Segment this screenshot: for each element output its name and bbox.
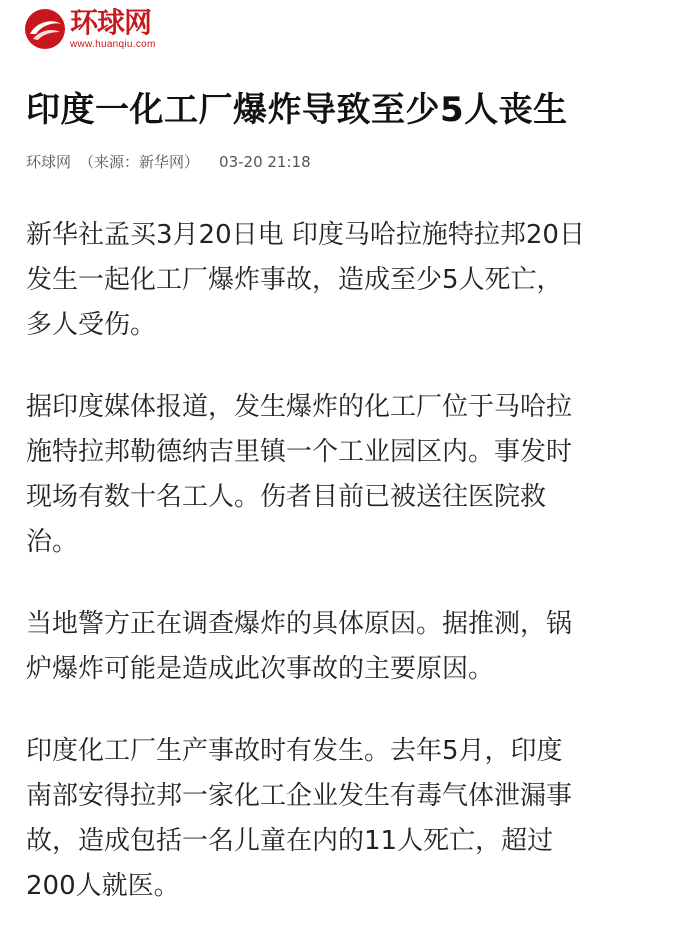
paragraph-line: 炉爆炸可能是造成此次事故的主要原因。 [26,654,495,684]
site-header [24,6,156,52]
paragraph-line: 施特拉邦勒德纳吉里镇一个工业园区内。事发时 [26,437,573,467]
meta-time: 03-20 21:18 [219,153,311,171]
article-body [26,213,668,946]
meta-publisher: 环球网 [26,153,72,171]
paragraph-line: 现场有数十名工人。伤者目前已被送往医院救 [26,482,547,512]
article-title: 印度一化工厂爆炸导致至少5人丧生 [26,90,568,130]
article-paragraph [26,602,668,692]
article-paragraph [26,729,668,909]
paragraph-line: 发生一起化工厂爆炸事故，造成至少5人死亡， [26,265,563,295]
article-paragraph [26,385,668,565]
article-paragraph [26,213,668,348]
paragraph-line: 印度化工厂生产事故时有发生。去年5月，印度 [26,736,563,766]
paragraph-line: 南部安得拉邦一家化工企业发生有毒气体泄漏事 [26,781,573,811]
paragraph-line: 多人受伤。 [26,310,157,340]
paragraph-line: 据印度媒体报道，发生爆炸的化工厂位于马哈拉 [26,392,573,422]
logo-text[interactable] [70,5,156,50]
paragraph-line: 新华社孟买3月20日电 印度马哈拉施特拉邦20日 [26,220,585,250]
paragraph-line: 故，造成包括一名儿童在内的11人死亡，超过 [26,826,554,856]
logo-url: www.huanqiu.com [70,38,156,50]
paragraph-line: 治。 [26,527,79,557]
meta-source: （来源：新华网） [79,153,200,171]
logo-name: 环球网 [70,5,152,39]
paragraph-line: 当地警方正在调查爆炸的具体原因。据推测，锅 [26,609,573,639]
huanqiu-globe-logo-icon[interactable] [24,8,66,50]
paragraph-line: 200人就医。 [26,871,180,901]
article-meta [26,151,311,172]
